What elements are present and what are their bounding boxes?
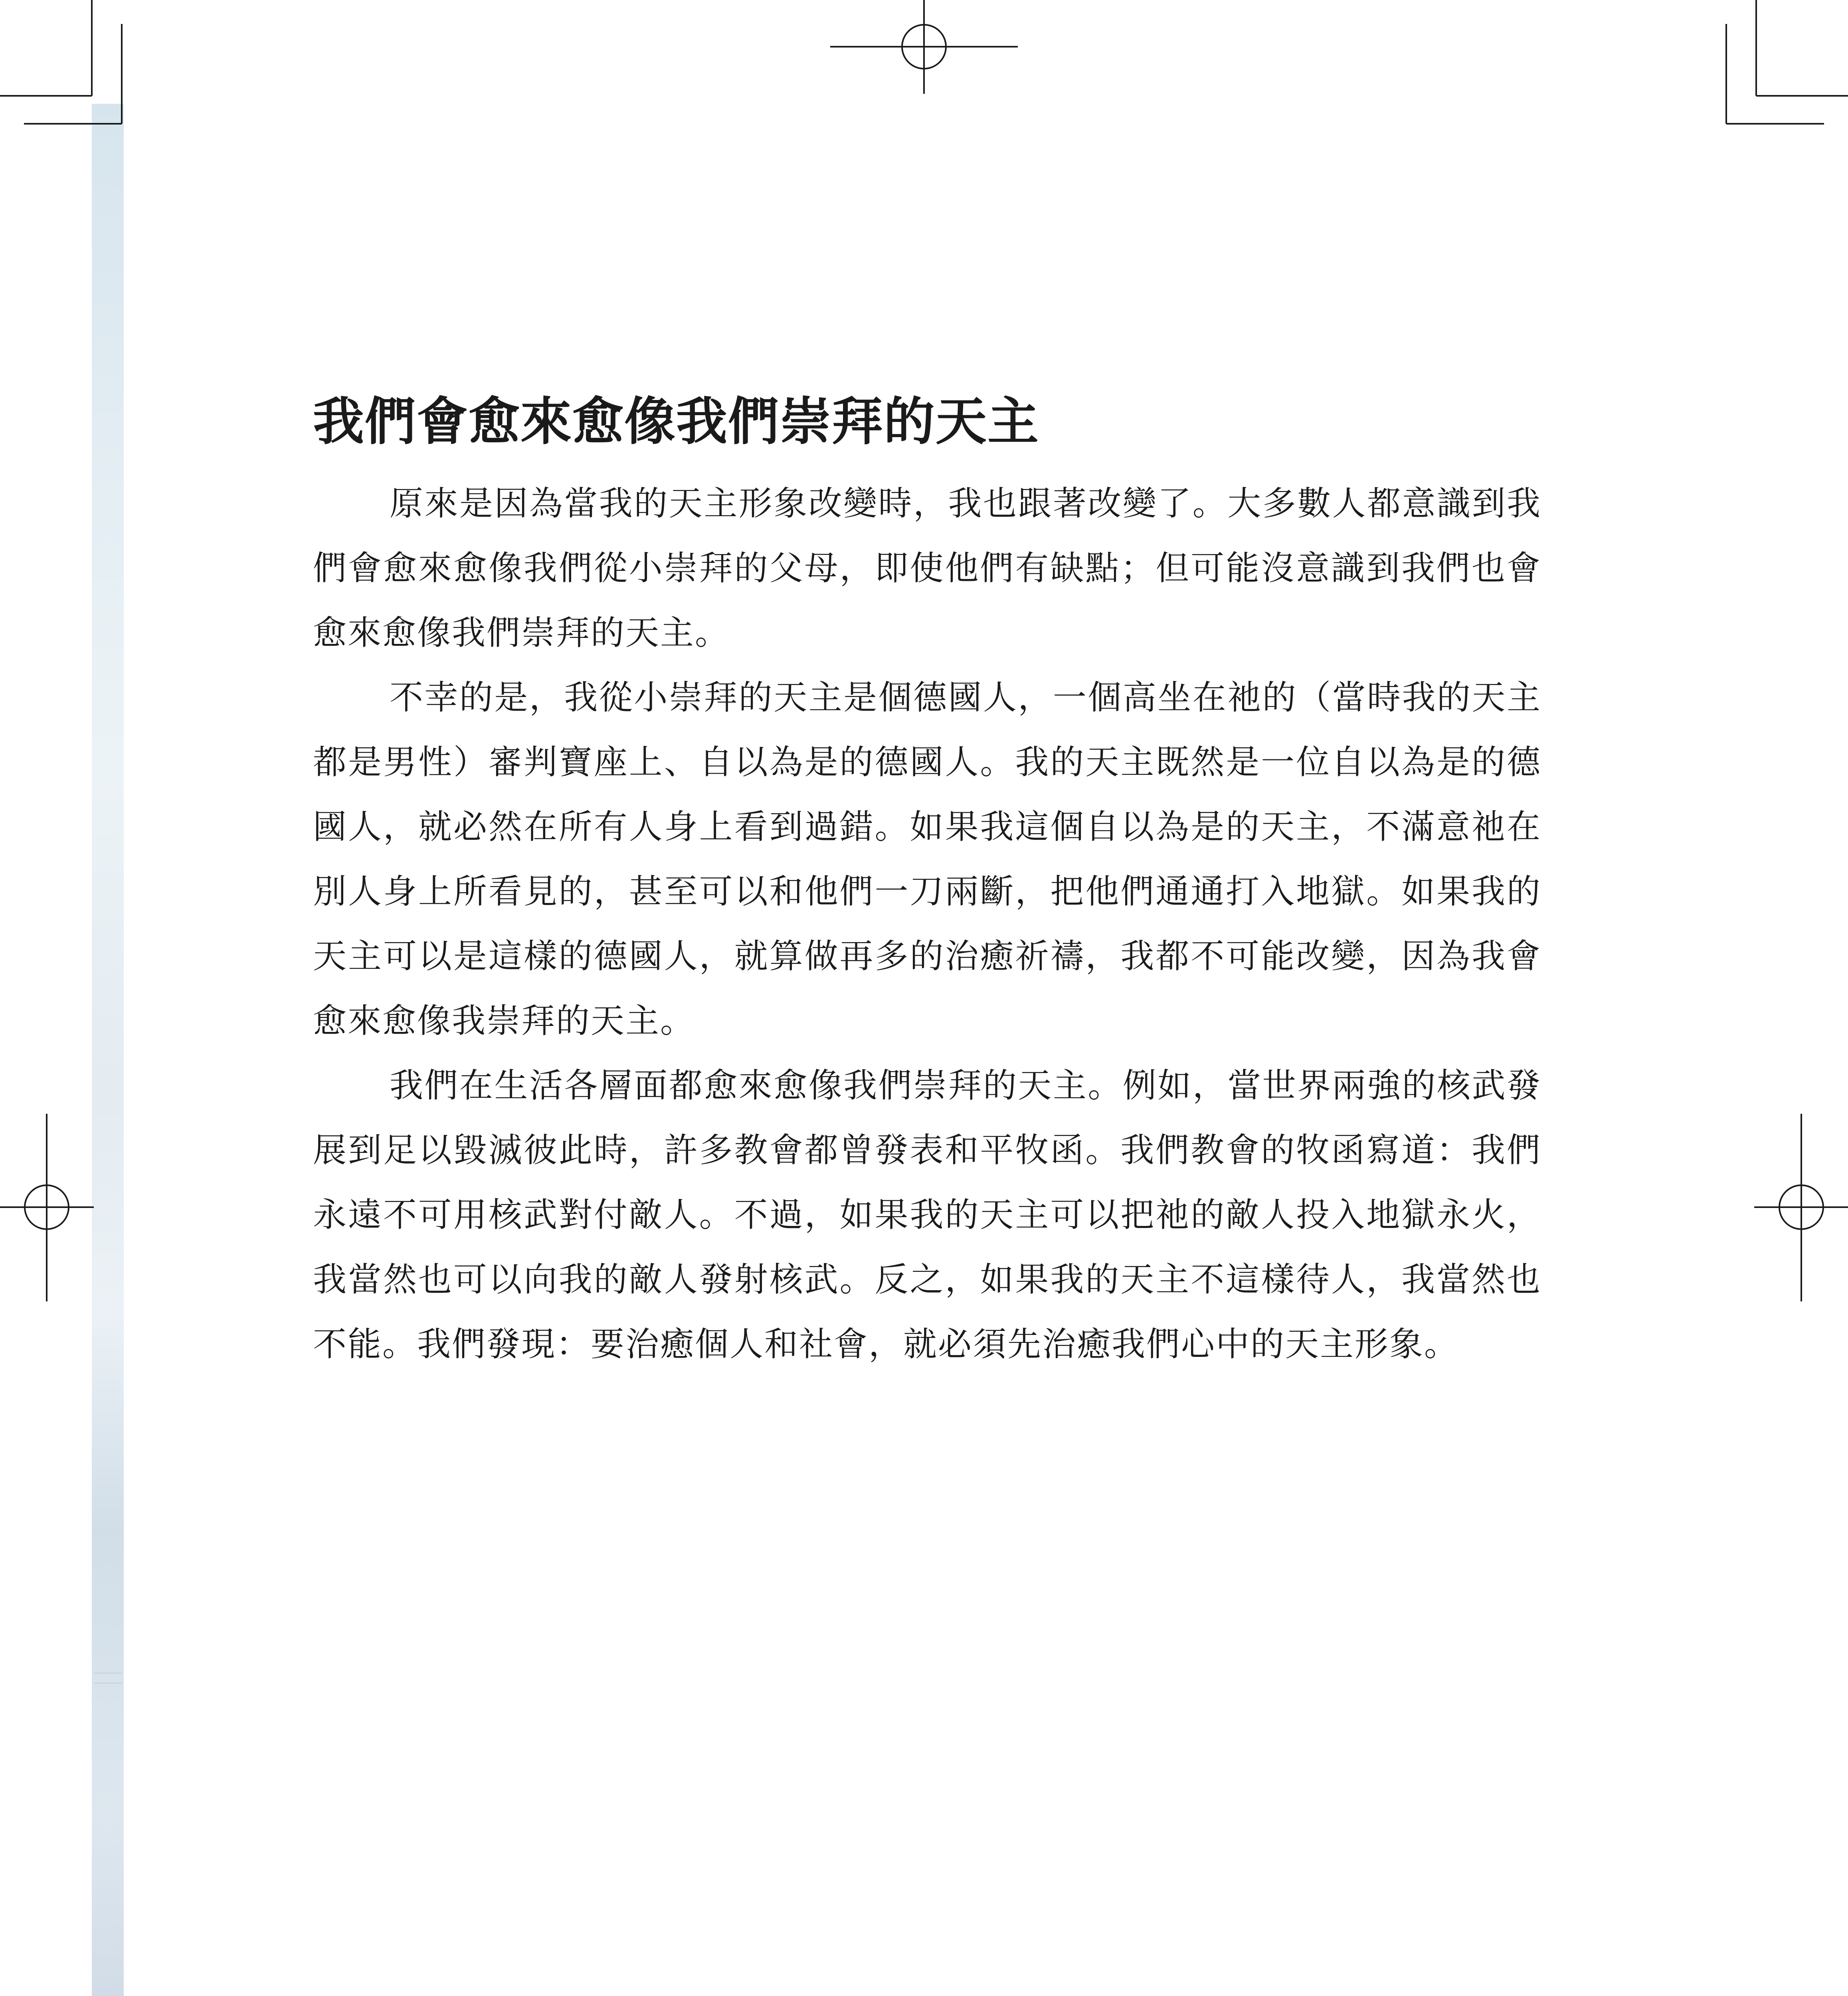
registration-mark-left [0,1114,94,1301]
paragraph: 不幸的是，我從小崇拜的天主是個德國人，一個高坐在祂的（當時我的天主都是男性）審判寶座上、自以為是的德國人。我的天主既然是一位自以為是的德國人，就必然在所有人身上看到過錯。如果我這個自以為是的天主，不滿意祂在別人身上所看見的，甚至可以和他們一刀兩斷，把他們通通打入地獄。如果我的天主可以是這樣的德國人，就算做再多的治癒祈禱，我都不可能改變，因為我會愈來愈像我崇拜的天主。 [313,678,1541,1040]
registration-mark-top [830,0,1018,94]
section-heading: 我們會愈來愈像我們崇拜的天主 [313,391,1040,451]
paragraph: 原來是因為當我的天主形象改變時，我也跟著改變了。大多數人都意識到我們會愈來愈像我們從小崇拜的父母，即使他們有缺點；但可能沒意識到我們也會愈來愈像我們崇拜的天主。 [313,484,1541,652]
body-text [313,471,1541,1376]
paragraph: 我們在生活各層面都愈來愈像我們崇拜的天主。例如，當世界兩強的核武發展到足以毀滅彼此時，許多教會都曾發表和平牧函。我們教會的牧函寫道：我們永遠不可用核武對付敵人。不過，如果我的天主可以把祂的敵人投入地獄永火，我當然也可以向我的敵人發射核武。反之，如果我的天主不這樣待人，我當然也不能。我們發現：要治癒個人和社會，就必須先治癒我們心中的天主形象。 [313,1066,1541,1364]
registration-mark-right [1754,1114,1848,1301]
